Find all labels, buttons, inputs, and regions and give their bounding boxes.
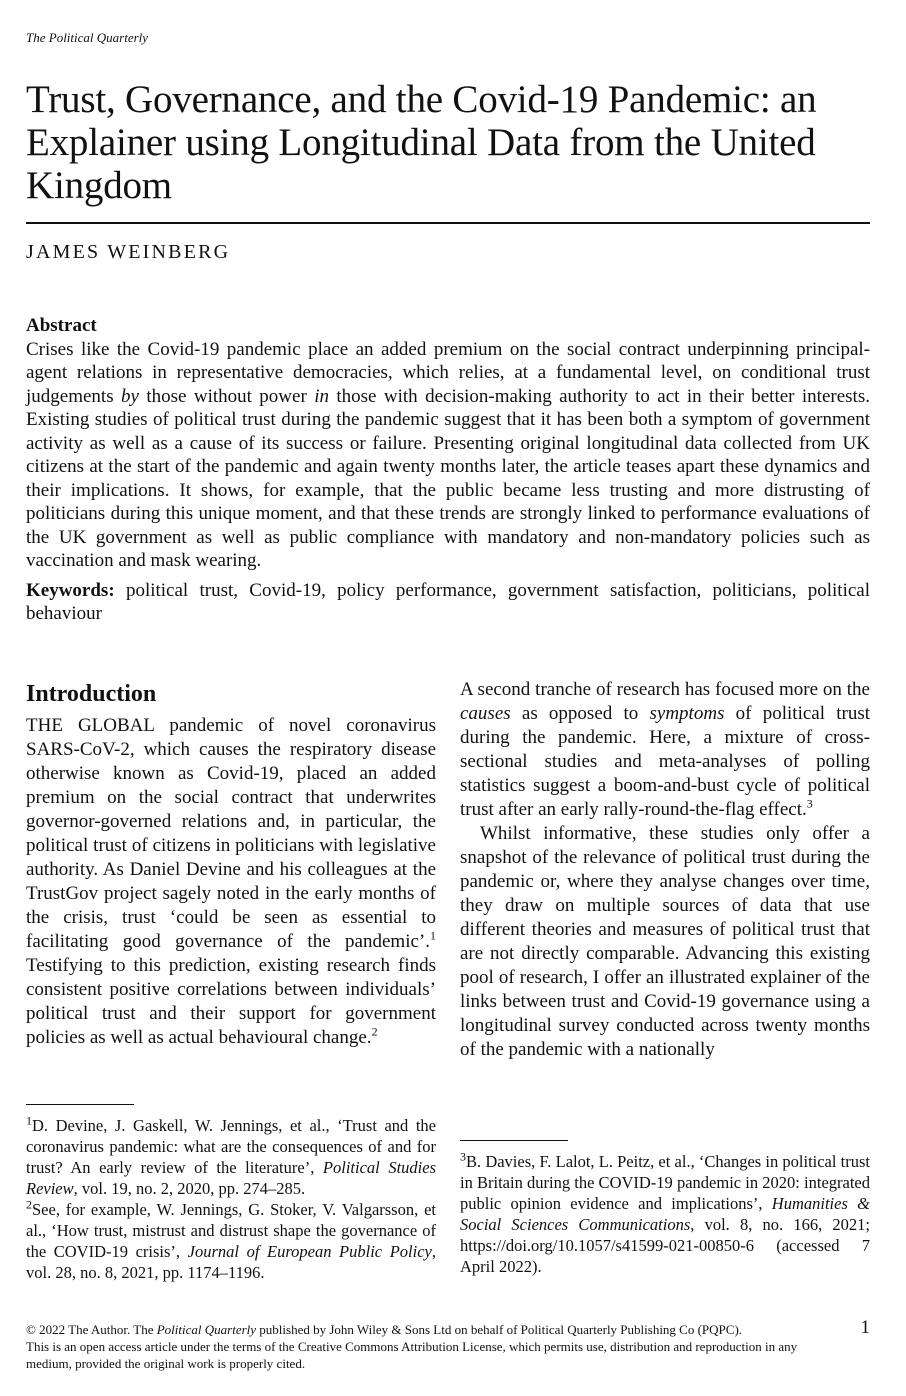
emphasis-causes: causes (460, 703, 511, 724)
footnote-journal: Journal of European Public Policy (187, 1242, 432, 1261)
journal-name: The Political Quarterly (26, 30, 149, 45)
author-name: JAMES WEINBERG (26, 241, 231, 263)
footnote-divider (460, 1140, 568, 1141)
abstract-emphasis-by: by (121, 385, 139, 407)
footnote-ref-3[interactable]: 3 (806, 796, 813, 811)
body-paragraph (460, 678, 870, 822)
body-paragraph (26, 714, 436, 1050)
footnote-text: D. Devine, J. Gaskell, W. Jennings, et al., ‘Trust and the coronavirus pandemic: what are the consequences of and for trust? An early review of the literature’, (26, 1116, 436, 1177)
copyright-journal: Political Quarterly (156, 1322, 257, 1337)
paragraph-text: THE GLOBAL pandemic of novel coronavirus SARS-CoV-2, which causes the respiratory disease otherwise known as Covid-19, placed an added premium on the social contract that underwrites governor-governed relations and, in particular, the political trust of citizens in politicians with legislative authority. As Daniel Devine and his colleagues at the TrustGov project sagely noted in the early months of the crisis, trust ‘could be seen as essential to facilitating good governance of the pandemic’. (26, 715, 436, 952)
abstract-text-part: those without power (138, 385, 315, 407)
footnote-journal: Humanities & Social Sciences Communications (460, 1194, 870, 1234)
keywords-list: political trust, Covid-19, policy performance, government satisfaction, politicians, political behaviour (26, 579, 870, 624)
footnote-ref-1[interactable]: 1 (430, 928, 436, 943)
footnote-divider (26, 1104, 134, 1105)
footnotes-right (460, 1140, 870, 1277)
footnote-3 (460, 1151, 870, 1277)
copyright-line (26, 1321, 826, 1338)
footnote-text: , vol. 28, no. 8, 2021, pp. 1174–1196. (26, 1242, 436, 1282)
abstract-text (26, 338, 870, 573)
copyright-text: published by John Wiley & Sons Ltd on behalf of Political Quarterly Publishing Co (PQPC). (256, 1322, 743, 1337)
abstract-emphasis-in: in (314, 385, 329, 407)
footnote-text: , vol. 19, no. 2, 2020, pp. 274–285. (73, 1179, 306, 1198)
copyright-notice (26, 1321, 826, 1372)
abstract-section (26, 314, 870, 626)
footnote-text: , vol. 8, no. 166, 2021; https://doi.org/10.1057/s41599-021-00850-6 (accessed 7 April 2022). (460, 1215, 870, 1276)
paragraph-text: A second tranche of research has focused more on the (460, 679, 870, 700)
keywords-label: Keywords: (26, 579, 115, 601)
footnote-number: 3 (460, 1149, 466, 1164)
footnote-2 (26, 1199, 436, 1283)
footnote-number: 2 (26, 1197, 32, 1212)
paragraph-text: Testifying to this prediction, existing research finds consistent positive correlations between individuals’ political trust and their support for government policies as well as actual behavioural change. (26, 955, 436, 1048)
footnote-journal: Political Studies Review (26, 1158, 436, 1198)
footnote-text: B. Davies, F. Lalot, L. Peitz, et al., ‘Changes in political trust in Britain during the COVID-19 pandemic in 2020: integrated public opinion evidence and implications’, (460, 1152, 870, 1213)
paragraph-text: of political trust during the pandemic. Here, a mixture of cross-sectional studies and meta-analyses of polling statistics suggest a boom-and-bust cycle of political trust after an early rally-round-the-flag effect. (460, 703, 870, 820)
left-column (26, 678, 436, 1050)
article-title: Trust, Governance, and the Covid-19 Pandemic: an Explainer using Longitudinal Data from the United Kingdom (26, 78, 817, 207)
footnote-1 (26, 1115, 436, 1199)
right-column (460, 678, 870, 1062)
abstract-text-part: those with decision-making authority to act in their better interests. Existing studies of political trust during the pandemic suggest that it has been both a symptom of government activity as well as a cause of its success or failure. Presenting original longitudinal data collected from UK citizens at the start of the pandemic and again twenty months later, the article teases apart these dynamics and their implications. It shows, for example, that the public became less trusting and more distrusting of politicians during this unique moment, and that these trends are strongly linked to performance evaluations of the UK government as well as public compliance with mandatory and non-mandatory policies such as vaccination and mask wearing. (26, 385, 870, 571)
abstract-text-part: Crises like the Covid-19 pandemic place an added premium on the social contract underpinning principal-agent relations in representative democracies, which relies, at a fundamental level, on conditional trust judgements (26, 338, 870, 407)
license-text: This is an open access article under the terms of the Creative Commons Attribution License, which permits use, distribution and reproduction in any medium, provided the original work is properly cited. (26, 1339, 798, 1371)
footnote-ref-2[interactable]: 2 (371, 1024, 378, 1039)
footnotes-left (26, 1104, 436, 1283)
paragraph-text: as opposed to (510, 703, 650, 724)
title-divider (26, 222, 870, 224)
copyright-text: © 2022 The Author. The (26, 1322, 157, 1337)
article-page (26, 0, 870, 1396)
keywords (26, 579, 870, 626)
footnote-number: 1 (26, 1113, 32, 1128)
page-number: 1 (860, 1317, 870, 1338)
footnote-text: See, for example, W. Jennings, G. Stoker, V. Valgarsson, et al., ‘How trust, mistrust and distrust shape the governance of the COVID-19 crisis’, (26, 1200, 436, 1261)
abstract-heading: Abstract (26, 315, 97, 336)
emphasis-symptoms: symptoms (649, 703, 725, 724)
section-heading-introduction: Introduction (26, 681, 157, 707)
body-paragraph: Whilst informative, these studies only offer a snapshot of the relevance of political trust during the pandemic or, where they analyse changes over time, they draw on multiple sources of data that use different theories and measures of political trust that are not directly comparable. Advancing this existing pool of research, I offer an illustrated explainer of the links between trust and Covid-19 governance using a longitudinal survey conducted across twenty months of the pandemic with a nationally (460, 823, 870, 1060)
